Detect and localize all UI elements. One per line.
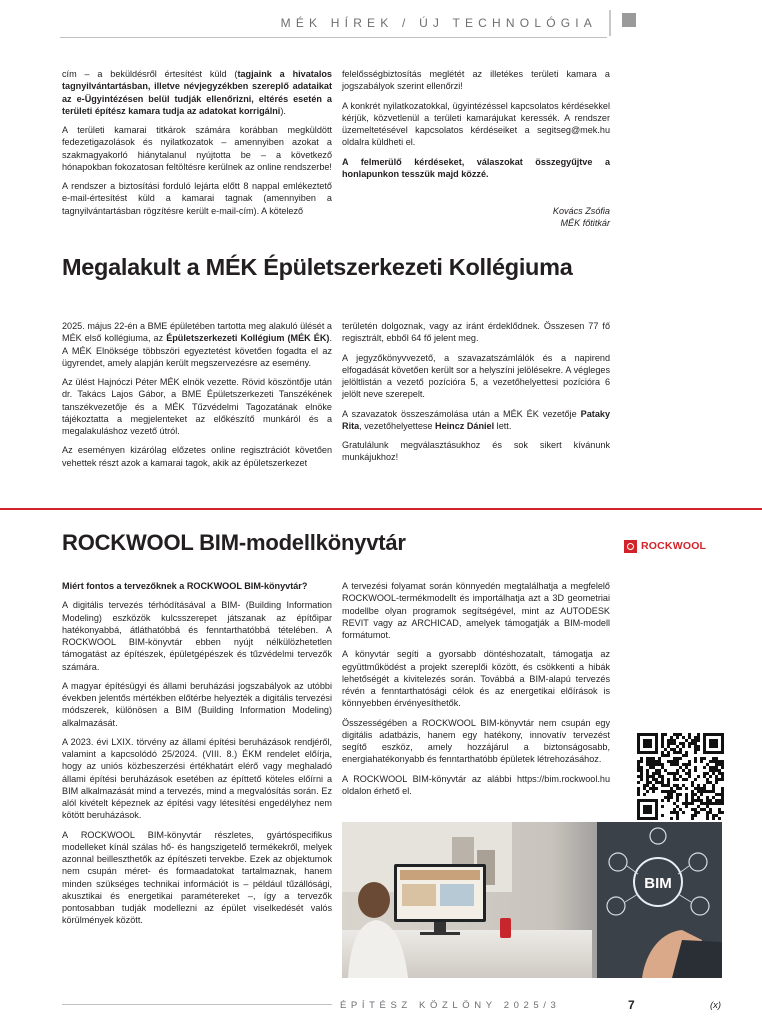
bold-text: Pataky Rita bbox=[342, 408, 610, 431]
article2-left-column bbox=[62, 580, 332, 934]
rockwool-mark-icon bbox=[624, 540, 637, 553]
text-run: lett. bbox=[494, 420, 512, 431]
paragraph bbox=[342, 408, 610, 433]
text-run: A ROCKWOOL BIM-könyvtár az alábbi https://bim.rockwool.hu oldalon érhető el. bbox=[342, 773, 610, 796]
rockwool-logo-text: ROCKWOOL bbox=[641, 540, 707, 552]
header-rule bbox=[60, 37, 607, 38]
paragraph bbox=[62, 444, 332, 469]
header-divider bbox=[609, 10, 611, 36]
text-run: területén dolgoznak, vagy az iránt érdeklődnek. Összesen 77 fő regisztrált, ebből 64 fő jelent meg. bbox=[342, 321, 610, 344]
paragraph bbox=[342, 439, 610, 464]
section-divider bbox=[0, 508, 762, 510]
footer-publication: ÉPÍTÉSZ KÖZLÖNY 2025/3 bbox=[340, 1000, 561, 1011]
paragraph bbox=[342, 100, 610, 149]
text-run: Gratulálunk megválasztásukhoz és sok sikert kívánunk munkájukhoz! bbox=[342, 440, 610, 463]
bold-text: A felmerülő kérdéseket, válaszokat összegyűjtve a honlapunkon tesszük majd közzé. bbox=[342, 156, 610, 179]
text-run: A rendszer a biztosítási forduló lejárta előtt 8 nappal emlékeztető e-mail-értesítést küld a kamarai tagnak (amennyiben a tagnyilvántartásban rögzítésre került e-mail-cím). A kötelező bbox=[62, 181, 332, 216]
bold-text: tagjaink a hivatalos tagnyilvántartásban, illetve névjegyzékben szereplő adataikat az e-Ügyintézésen belül tudják ellenőrizni, eltérés esetén a területi építész kamara tudja az adatokat korrigálni bbox=[62, 69, 332, 116]
text-run: A magyar építésügyi és állami beruházási jogszabályok az utóbbi években jelentős mértékben előtérbe helyezték a digitális tervezési módszerek, különösen a BIM (Building Information Modeling) alkalmazását. bbox=[62, 680, 332, 728]
paragraph bbox=[62, 736, 332, 822]
text-run: A könyvtár segíti a gyorsabb döntéshozatalt, támogatja az együttműködést a projekt szereplői között, és csökkenti a hibák lehetőségét a kivitelezés során. Továbbá a BIM-alapú tervezés révén a fenntarthatósági célok és az energetikai előírások is könnyebben érvényesíthetők. bbox=[342, 649, 610, 709]
footer-rule bbox=[62, 1004, 332, 1005]
text-run: cím – a beküldésről értesítést küld ( bbox=[62, 69, 238, 79]
paragraph bbox=[342, 773, 610, 798]
text-run: A digitális tervezés térhódításával a BIM- (Building Information Modeling) eszközök kulcsszerepet játszanak az építőipar hatékonyabbá, átláthatóbbá és fenntarthatóbbá tételében. A ROCKWOOL BIM-könyvtár ebben nyújt nélkülözhetetlen támogatást az építészek, épületgépészek és tűzvédelmi tervezők számára. bbox=[62, 600, 332, 672]
paragraph bbox=[62, 68, 332, 117]
paragraph bbox=[342, 68, 610, 93]
bold-text: Épületszerkezeti Kollégium (MÉK ÉK) bbox=[166, 333, 330, 344]
paragraph bbox=[342, 352, 610, 401]
article2-title: ROCKWOOL BIM-modellkönyvtár bbox=[62, 530, 406, 555]
page-number: 7 bbox=[628, 998, 635, 1012]
bold-text: Heincz Dániel bbox=[435, 420, 495, 431]
paragraph bbox=[62, 376, 332, 437]
article1-title: Megalakult a MÉK Épületszerkezeti Kollégiuma bbox=[62, 254, 573, 280]
paragraph bbox=[62, 680, 332, 729]
paragraph bbox=[62, 829, 332, 927]
text-run: 2025. május 22-én a BME épületében tartotta meg alakuló ülését a MÉK első kollégiuma, az bbox=[62, 321, 332, 344]
text-run: ). bbox=[280, 105, 286, 116]
paragraph bbox=[62, 320, 332, 369]
paragraph bbox=[62, 580, 332, 592]
bold-text: Miért fontos a tervezőknek a ROCKWOOL BIM-könyvtár? bbox=[62, 581, 308, 591]
paragraph bbox=[62, 124, 332, 173]
text-run: A ROCKWOOL BIM-könyvtár részletes, gyártóspecifikus modelleket kínál szálas hő- és hangszigetelő termékekről, melyek azonnal beilleszthetők az építészeti tervekbe. Ezek az objektumok nem csupán méret- és formaadatokat tartalmaznak, hanem minden szükséges technikai információt is – például tűzállósági, akusztikai és energetikai paramétereket –, így a tervezők pontosabban tudják modellezni az épület viselkedését valós körülmények között. bbox=[62, 829, 332, 926]
footer-marker: (x) bbox=[710, 1000, 722, 1011]
text-run: A 2023. évi LXIX. törvény az állami építési beruházások rendjéről, valamint a kapcsolódó 25/2024. (VIII. 8.) ÉKM rendelet előírja, hogy az uniós közbeszerzési értékhatárt elérő vagy meghaladó állami építési beruházások esetében az építtető köteles előírni a BIM alkalmazását mind a tervezés, mind a megvalósítás során. Ez alól kivételt képeznek az építési vagy létesítési engedélyhez nem kötött beruházások. bbox=[62, 736, 332, 821]
article2-right-column bbox=[342, 580, 610, 804]
qr-code-icon bbox=[637, 733, 724, 820]
article1-right-column bbox=[342, 320, 610, 471]
text-run: A jegyzőkönyvvezető, a szavazatszámlálók és a napirend elfogadását követően került sor a helyszíni jelölésekre. A végleges jelöltlistán a vezető pozícióra 5, a vezetőhelyettesi pozícióra 6 jelölt neve szerepelt. bbox=[342, 352, 610, 400]
top-right-column bbox=[342, 68, 610, 187]
paragraph bbox=[62, 180, 332, 217]
text-run: A konkrét nyilatkozatokkal, ügyintézéssel kapcsolatos kérdésekkel kérjük, közvetlenül a területi kamarájukat keressék. A rendszer üzemeltetésével kapcsolatos kérdéseiket a segitseg@mek.hu oldalra küldheti el. bbox=[342, 100, 610, 148]
signature-role: MÉK főtitkár bbox=[560, 218, 610, 229]
paragraph bbox=[342, 320, 610, 345]
top-left-column bbox=[62, 68, 332, 224]
bim-photo bbox=[342, 822, 722, 978]
header-square-icon bbox=[622, 13, 636, 27]
text-run: A területi kamarai titkárok számára korábban megküldött fedezetigazolások és nyilatkozatok – amennyiben azokat a szakmagyakorló hiánytalanul nyújtotta be – a következő hónapokban fokozatosan feltöltésre kerülnek az online rendszerbe! bbox=[62, 125, 332, 172]
paragraph bbox=[342, 648, 610, 709]
text-run: Az eseményen kizárólag előzetes online regisztrációt követően vehettek részt azok a kamarai tagok, akik az épületszerkezet bbox=[62, 445, 332, 468]
paragraph bbox=[62, 599, 332, 673]
bim-label: BIM bbox=[644, 875, 672, 892]
paragraph bbox=[342, 580, 610, 641]
text-run: felelősségbiztosítás meglétét az illetékes területi kamara a jogszabályok szerint ellenőrzi! bbox=[342, 69, 610, 92]
text-run: . A MÉK Elnöksége többszöri egyeztetést követően fogadta el az ügyrendet, amely alapján került megszervezésre az esemény. bbox=[62, 333, 332, 368]
paragraph bbox=[342, 156, 610, 181]
text-run: A tervezési folyamat során könnyedén megtalálhatja a megfelelő ROCKWOOL-termékmodellt és importálhatja azt a 3D geometriai modellbe olyan programok segítségével, mint az AUTODESK REVIT vagy az ARCHICAD, amelyek támogatják a BIM-modell formátumot. bbox=[342, 581, 610, 640]
running-header: MÉK HÍREK / ÚJ TECHNOLÓGIA bbox=[280, 16, 597, 30]
paragraph bbox=[342, 717, 610, 766]
signature-name: Kovács Zsófia bbox=[552, 206, 610, 216]
text-run: , vezetőhelyettese bbox=[359, 420, 436, 431]
rockwool-logo bbox=[624, 539, 706, 553]
article1-left-column bbox=[62, 320, 332, 476]
signature bbox=[342, 205, 610, 230]
text-run: A szavazatok összeszámolása után a MÉK ÉK vezetője bbox=[342, 408, 581, 419]
text-run: Összességében a ROCKWOOL BIM-könyvtár nem csupán egy digitális adatbázis, hanem egy hatékony, innovatív tervezést segítő eszköz, amely hozzájárul a biztonságosabb, energiahatékonyabb és fenntarthatóbb épületek létrehozásához. bbox=[342, 717, 610, 765]
text-run: Az ülést Hajnóczi Péter MÉK elnök vezette. Rövid köszöntője után dr. Takács Lajos Gábor, a BME Épületszerkezeti Tanszékének tanszékvezetője és a MÉK Tűzvédelmi Tagozatának elnöke tájékoztatta a megjelenteket az előkészítő munkáról és a megalakuláshoz vezető útról. bbox=[62, 377, 332, 436]
